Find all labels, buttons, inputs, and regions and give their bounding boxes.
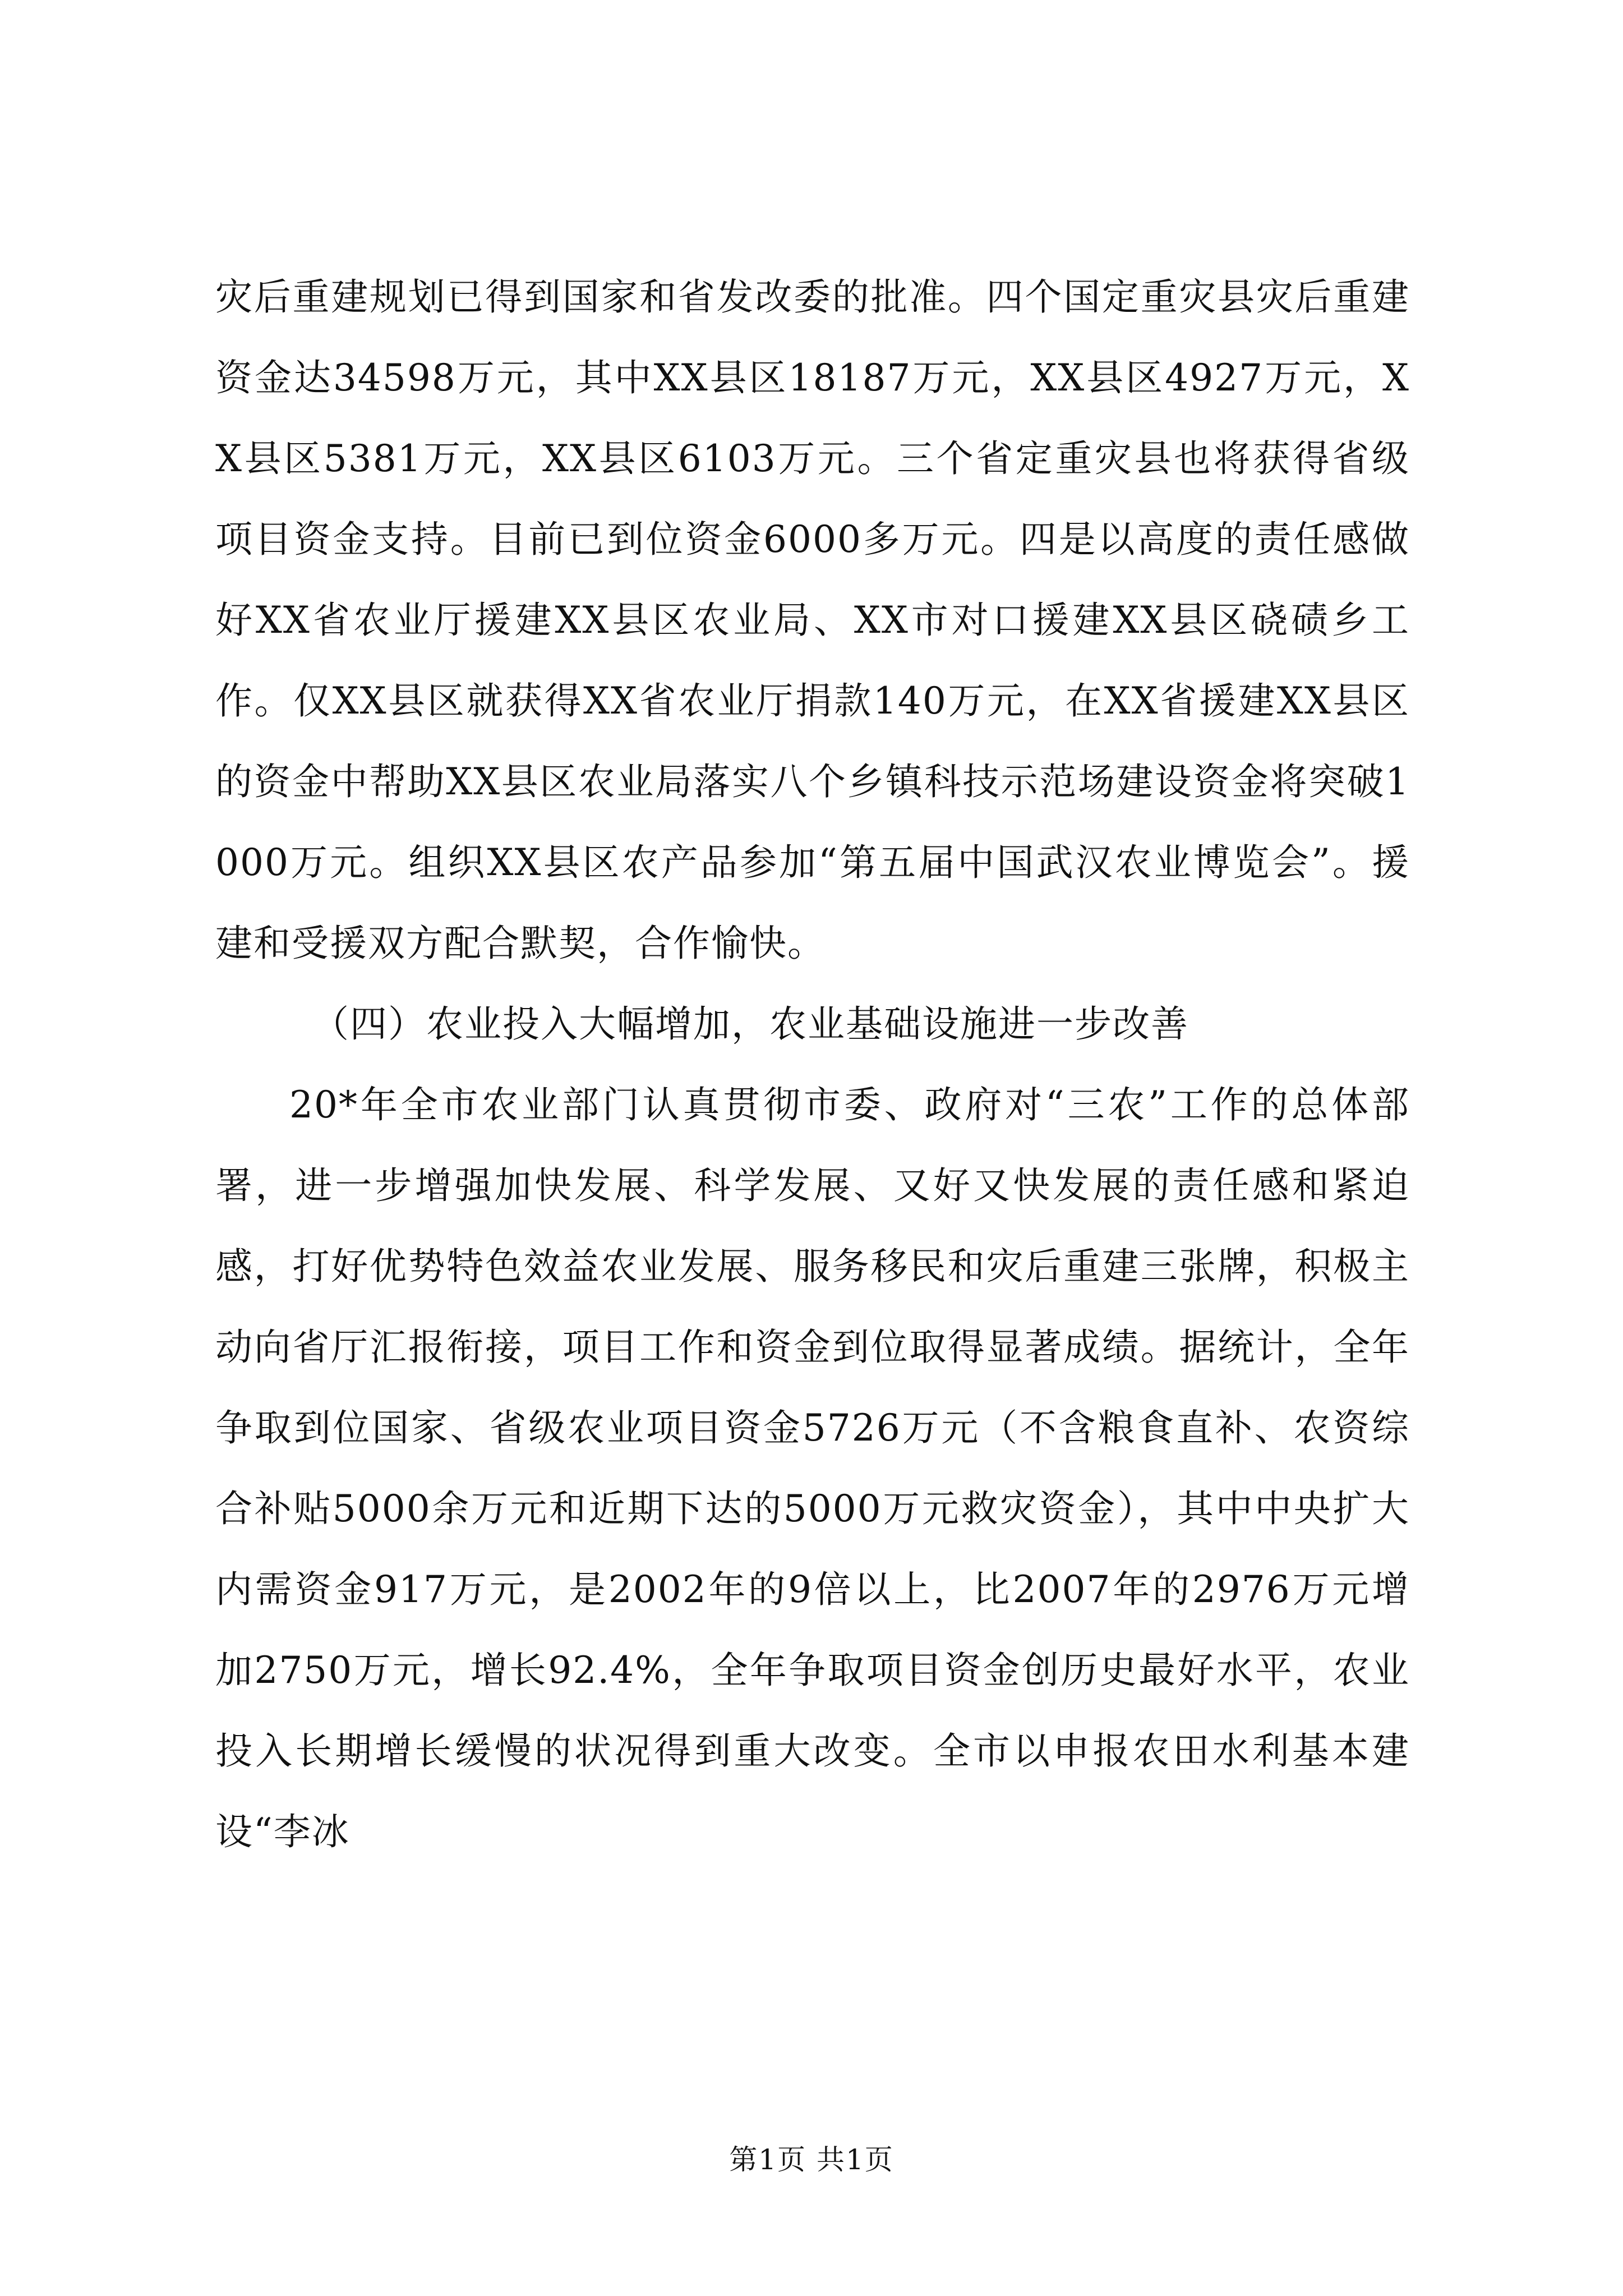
page-number-footer: 第1页 共1页 bbox=[729, 2143, 894, 2176]
paragraph-project-funding: 20*年全市农业部门认真贯彻市委、政府对“三农”工作的总体部署，进一步增强加快发展、科学发展、又好又快发展的责任感和紧迫感，打好优势特色效益农业发展、服务移民和灾后重建三张牌，积极主动向省厅汇报衔接，项目工作和资金到位取得显著成绩。据统计，全年争取到位国家、省级农业项目资金5726万元（不含粮食直补、农资综合补贴5000余万元和近期下达的5000万元救灾资金），其中中央扩大内需资金917万元，是2002年的9倍以上，比2007年的2976万元增加2750万元，增长92.4%，全年争取项目资金创历史最好水平，农业投入长期增长缓慢的状况得到重大改变。全市以申报农田水利基本建设“李冰 bbox=[215, 1083, 1410, 1853]
paragraph-reconstruction-funding: 灾后重建规划已得到国家和省发改委的批准。四个国定重灾县灾后重建资金达34598万元，其中XX县区18187万元，XX县区4927万元，XX县区5381万元，XX县区6103万元。三个省定重灾县也将获得省级项目资金支持。目前已到位资金6000多万元。四是以高度的责任感做好XX省农业厅援建XX县区农业局、XX市对口援建XX县区硗碛乡工作。仅XX县区就获得XX省农业厅捐款140万元，在XX省援建XX县区的资金中帮助XX县区农业局落实八个乡镇科技示范场建设资金将突破1000万元。组织XX县区农产品参加“第五届中国武汉农业博览会”。援建和受援双方配合默契，合作愉快。 bbox=[215, 275, 1410, 965]
document-body bbox=[215, 257, 1410, 1872]
section-heading-agricultural-investment: （四）农业投入大幅增加，农业基础设施进一步改善 bbox=[312, 1002, 1189, 1046]
